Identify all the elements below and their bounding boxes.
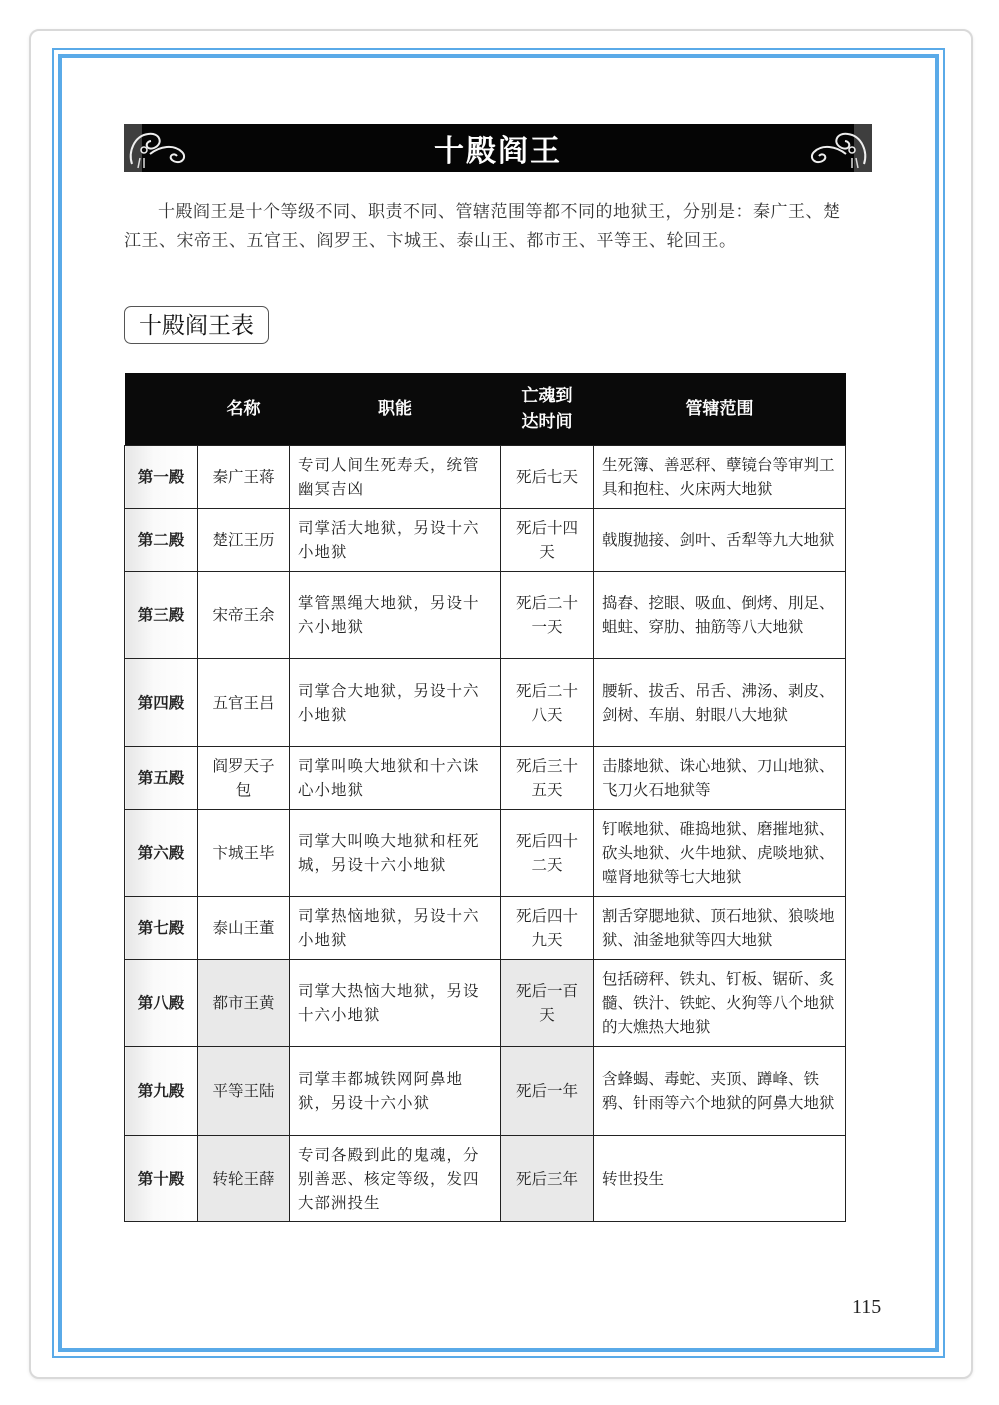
cell-time: 死后二十八天 bbox=[501, 659, 594, 747]
table-row bbox=[125, 897, 846, 960]
cell-hall: 第七殿 bbox=[125, 897, 198, 960]
cell-jurisdiction: 钉喉地狱、碓捣地狱、磨摧地狱、砍头地狱、火牛地狱、虎啖地狱、噬肾地狱等七大地狱 bbox=[594, 810, 846, 897]
cloud-ornament-right-icon bbox=[802, 124, 872, 172]
table-row bbox=[125, 446, 846, 509]
cell-time: 死后七天 bbox=[501, 446, 594, 509]
cell-duty: 司掌合大地狱，另设十六小地狱 bbox=[290, 659, 501, 747]
cell-jurisdiction: 捣舂、挖眼、吸血、倒烤、刖足、蛆蛀、穿肋、抽筋等八大地狱 bbox=[594, 572, 846, 659]
header-duty: 职能 bbox=[290, 373, 501, 446]
cell-duty: 司掌活大地狱，另设十六小地狱 bbox=[290, 509, 501, 572]
cell-jurisdiction: 转世投生 bbox=[594, 1136, 846, 1222]
table-row bbox=[125, 572, 846, 659]
cell-name: 转轮王薛 bbox=[198, 1136, 290, 1222]
header-arrival-time bbox=[501, 373, 594, 446]
cell-time: 死后十四天 bbox=[501, 509, 594, 572]
cell-name: 宋帝王余 bbox=[198, 572, 290, 659]
cell-name: 楚江王历 bbox=[198, 509, 290, 572]
header-name: 名称 bbox=[198, 373, 290, 446]
table-row bbox=[125, 509, 846, 572]
cell-hall: 第十殿 bbox=[125, 1136, 198, 1222]
cell-jurisdiction: 击膝地狱、诛心地狱、刀山地狱、飞刀火石地狱等 bbox=[594, 747, 846, 810]
cell-duty: 专司人间生死寿夭，统管幽冥吉凶 bbox=[290, 446, 501, 509]
cell-name: 平等王陆 bbox=[198, 1047, 290, 1136]
table-row bbox=[125, 810, 846, 897]
cell-name: 卞城王毕 bbox=[198, 810, 290, 897]
cell-time: 死后一年 bbox=[501, 1047, 594, 1136]
page-number: 115 bbox=[852, 1296, 882, 1318]
cell-duty: 掌管黑绳大地狱，另设十六小地狱 bbox=[290, 572, 501, 659]
cell-jurisdiction: 戟腹抛接、剑叶、舌犁等九大地狱 bbox=[594, 509, 846, 572]
table-header-row bbox=[125, 373, 846, 446]
page-title: 十殿阎王 bbox=[434, 134, 562, 169]
cell-name: 阎罗天子包 bbox=[198, 747, 290, 810]
cell-time: 死后四十九天 bbox=[501, 897, 594, 960]
cell-hall: 第三殿 bbox=[125, 572, 198, 659]
title-banner bbox=[124, 124, 872, 172]
cell-hall: 第六殿 bbox=[125, 810, 198, 897]
ten-kings-table bbox=[124, 373, 846, 1222]
cell-hall: 第二殿 bbox=[125, 509, 198, 572]
cell-duty: 司掌叫唤大地狱和十六诛心小地狱 bbox=[290, 747, 501, 810]
cell-duty: 司掌丰都城铁网阿鼻地狱，另设十六小狱 bbox=[290, 1047, 501, 1136]
cell-time: 死后三十五天 bbox=[501, 747, 594, 810]
table-row bbox=[125, 1047, 846, 1136]
header-hall bbox=[125, 373, 198, 446]
cell-hall: 第八殿 bbox=[125, 960, 198, 1047]
cell-time: 死后一百天 bbox=[501, 960, 594, 1047]
table-row bbox=[125, 1136, 846, 1222]
cell-time: 死后三年 bbox=[501, 1136, 594, 1222]
intro-paragraph: 十殿阎王是十个等级不同、职责不同、管辖范围等都不同的地狱王，分别是：秦广王、楚江王、宋帝王、五官王、阎罗王、卞城王、泰山王、都市王、平等王、轮回王。 bbox=[124, 202, 841, 251]
cell-jurisdiction: 腰斩、拔舌、吊舌、沸汤、剥皮、剑树、车崩、射眼八大地狱 bbox=[594, 659, 846, 747]
cell-hall: 第一殿 bbox=[125, 446, 198, 509]
cell-name: 泰山王董 bbox=[198, 897, 290, 960]
cell-name: 秦广王蒋 bbox=[198, 446, 290, 509]
header-arrival-time-line1: 亡魂到 bbox=[521, 386, 573, 406]
cell-jurisdiction: 包括磅秤、铁丸、钉板、锯斫、炙髓、铁汁、铁蛇、火狗等八个地狱的大燋热大地狱 bbox=[594, 960, 846, 1047]
table-row bbox=[125, 747, 846, 810]
cell-jurisdiction: 生死簿、善恶秤、孽镜台等审判工具和抱柱、火床两大地狱 bbox=[594, 446, 846, 509]
cloud-ornament-left-icon bbox=[124, 124, 194, 172]
section-heading: 十殿阎王表 bbox=[124, 306, 269, 344]
cell-duty: 专司各殿到此的鬼魂，分别善恶、核定等级，发四大部洲投生 bbox=[290, 1136, 501, 1222]
header-jurisdiction: 管辖范围 bbox=[594, 373, 846, 446]
header-arrival-time-line2: 达时间 bbox=[521, 412, 573, 432]
cell-duty: 司掌热恼地狱，另设十六小地狱 bbox=[290, 897, 501, 960]
cell-time: 死后二十一天 bbox=[501, 572, 594, 659]
cell-time: 死后四十二天 bbox=[501, 810, 594, 897]
cell-hall: 第五殿 bbox=[125, 747, 198, 810]
table-row bbox=[125, 659, 846, 747]
cell-jurisdiction: 含蜂蝎、毒蛇、夹顶、蹲峰、铁鸦、针雨等六个地狱的阿鼻大地狱 bbox=[594, 1047, 846, 1136]
cell-duty: 司掌大热恼大地狱，另设十六小地狱 bbox=[290, 960, 501, 1047]
cell-name: 都市王黄 bbox=[198, 960, 290, 1047]
cell-name: 五官王吕 bbox=[198, 659, 290, 747]
cell-hall: 第四殿 bbox=[125, 659, 198, 747]
table-row bbox=[125, 960, 846, 1047]
cell-jurisdiction: 割舌穿腮地狱、顶石地狱、狼啖地狱、油釜地狱等四大地狱 bbox=[594, 897, 846, 960]
cell-duty: 司掌大叫唤大地狱和枉死城，另设十六小地狱 bbox=[290, 810, 501, 897]
cell-hall: 第九殿 bbox=[125, 1047, 198, 1136]
